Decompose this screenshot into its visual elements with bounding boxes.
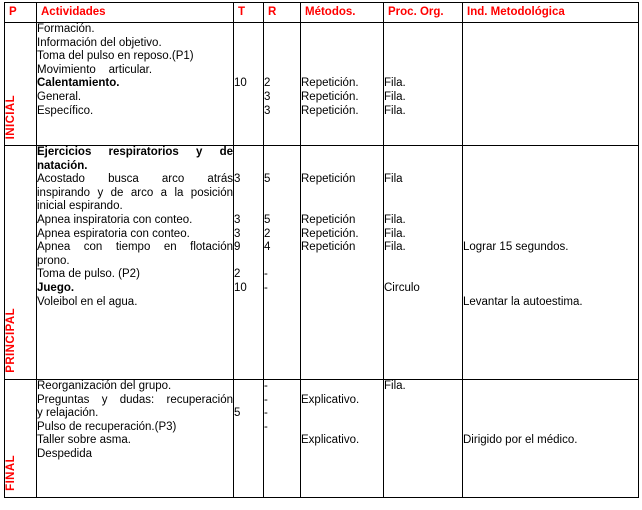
reps-value: - bbox=[264, 407, 268, 420]
metodo-value: Repetición. bbox=[301, 227, 359, 240]
proc-org-value: Fila. bbox=[384, 104, 406, 117]
header-label-t: T bbox=[238, 5, 246, 18]
activity-line: Juego. bbox=[37, 281, 75, 294]
activity-line: Reorganización del grupo. bbox=[37, 380, 172, 392]
metodos-cell-final bbox=[301, 380, 384, 498]
time-cell-final bbox=[234, 380, 264, 498]
proc-org-cell-principal bbox=[384, 146, 463, 380]
activities-cell-final bbox=[37, 380, 234, 498]
phase-label-principal: PRINCIPAL bbox=[5, 308, 17, 373]
header-cell-p bbox=[5, 3, 37, 23]
reps-value: 5 bbox=[264, 213, 271, 226]
reps-cell-principal bbox=[264, 146, 301, 380]
table-row bbox=[5, 146, 639, 380]
activity-line: Formación. bbox=[37, 23, 95, 35]
proc-org-value: Fila. bbox=[384, 90, 406, 103]
header-cell-ind-metodologica bbox=[463, 3, 639, 23]
reps-value: 3 bbox=[264, 104, 271, 117]
metodo-value: Repetición bbox=[301, 173, 356, 186]
activity-line: Apnea inspiratoria con conteo. bbox=[37, 213, 193, 226]
activity-line: Despedida bbox=[37, 447, 92, 460]
time-cell-inicial bbox=[234, 23, 264, 146]
header-cell-t bbox=[234, 3, 264, 23]
activity-line: inicial espirando. bbox=[37, 200, 123, 213]
reps-value: 3 bbox=[264, 90, 271, 103]
activity-line: Preguntas y dudas: recuperación bbox=[37, 393, 233, 406]
activity-line: prono. bbox=[37, 254, 70, 267]
table-header-row bbox=[5, 3, 639, 23]
time-cell-principal bbox=[234, 146, 264, 380]
proc-org-value: Fila. bbox=[384, 77, 406, 90]
time-value: 3 bbox=[234, 173, 241, 186]
reps-value: 4 bbox=[264, 241, 271, 254]
activity-line: Movimiento articular. bbox=[37, 63, 153, 76]
header-cell-proc-org bbox=[384, 3, 463, 23]
ind-metodologica-value: Lograr 15 segundos. bbox=[463, 241, 569, 254]
table-row bbox=[5, 380, 639, 498]
activity-line: General. bbox=[37, 90, 82, 103]
activity-line: y relajación. bbox=[37, 407, 99, 420]
ind-metodologica-cell-inicial bbox=[463, 23, 639, 146]
activity-line: Ejercicios respiratorios y de bbox=[37, 146, 233, 158]
activity-line: Pulso de recuperación.(P3) bbox=[37, 420, 177, 433]
reps-value: 2 bbox=[264, 227, 271, 240]
reps-value: - bbox=[264, 380, 268, 392]
time-value: 10 bbox=[234, 77, 247, 90]
header-cell-r bbox=[264, 3, 301, 23]
header-cell-actividades bbox=[37, 3, 234, 23]
reps-value: - bbox=[264, 268, 268, 281]
activity-line: inspirando y de arco a la posición bbox=[37, 186, 233, 199]
metodo-value: Repetición bbox=[301, 213, 356, 226]
ind-metodologica-value: Dirigido por el médico. bbox=[463, 434, 578, 447]
proc-org-cell-inicial bbox=[384, 23, 463, 146]
time-value: 2 bbox=[234, 268, 241, 281]
reps-value: - bbox=[264, 393, 268, 406]
metodos-cell-principal bbox=[301, 146, 384, 380]
time-value: 9 bbox=[234, 241, 241, 254]
activity-line: Apnea espiratoria con conteo. bbox=[37, 227, 190, 240]
phase-label-inicial: INICIAL bbox=[5, 94, 17, 139]
reps-value: - bbox=[264, 281, 268, 294]
header-label-actividades: Actividades bbox=[41, 5, 106, 18]
proc-org-value: Circulo bbox=[384, 281, 420, 294]
reps-cell-final bbox=[264, 380, 301, 498]
ind-metodologica-cell-final bbox=[463, 380, 639, 498]
activity-line: Voleibol en el agua. bbox=[37, 295, 138, 308]
activities-cell-principal bbox=[37, 146, 234, 380]
activity-line: Información del objetivo. bbox=[37, 36, 162, 49]
header-label-r: R bbox=[268, 5, 277, 18]
reps-value: - bbox=[264, 420, 268, 433]
proc-org-cell-final bbox=[384, 380, 463, 498]
proc-org-value: Fila. bbox=[384, 213, 406, 226]
activity-line: Taller sobre asma. bbox=[37, 434, 131, 447]
activity-line: natación. bbox=[37, 159, 88, 172]
activity-line: Calentamiento. bbox=[37, 77, 120, 90]
time-value: 5 bbox=[234, 407, 241, 420]
table-row bbox=[5, 23, 639, 146]
metodo-value: Explicativo. bbox=[301, 434, 360, 447]
phase-cell-final bbox=[5, 380, 37, 498]
proc-org-value: Fila bbox=[384, 173, 403, 186]
phase-cell-inicial bbox=[5, 23, 37, 146]
activity-line: Toma del pulso en reposo.(P1) bbox=[37, 50, 194, 63]
header-label-metodos: Métodos. bbox=[305, 5, 356, 18]
activity-line: Específico. bbox=[37, 104, 94, 117]
proc-org-value: Fila. bbox=[384, 227, 406, 240]
lesson-plan-table bbox=[4, 2, 639, 498]
table-body bbox=[5, 3, 639, 498]
activities-cell-inicial bbox=[37, 23, 234, 146]
header-label-p: P bbox=[9, 5, 17, 18]
ind-metodologica-cell-principal bbox=[463, 146, 639, 380]
ind-metodologica-value: Levantar la autoestima. bbox=[463, 295, 583, 308]
phase-cell-principal bbox=[5, 146, 37, 380]
reps-value: 5 bbox=[264, 173, 271, 186]
time-value: 10 bbox=[234, 281, 247, 294]
time-value: 3 bbox=[234, 213, 241, 226]
metodo-value: Repetición. bbox=[301, 90, 359, 103]
header-cell-metodos bbox=[301, 3, 384, 23]
header-label-ind-metodologica: Ind. Metodológica bbox=[467, 5, 565, 18]
activity-line: Toma de pulso. (P2) bbox=[37, 268, 140, 281]
activity-line: Acostado busca arco atrás bbox=[37, 173, 233, 186]
metodos-cell-inicial bbox=[301, 23, 384, 146]
activity-line: Apnea con tiempo en flotación bbox=[37, 241, 233, 254]
phase-label-final: FINAL bbox=[5, 455, 17, 491]
time-value: 3 bbox=[234, 227, 241, 240]
proc-org-value: Fila. bbox=[384, 241, 406, 254]
metodo-value: Repetición bbox=[301, 241, 356, 254]
metodo-value: Repetición. bbox=[301, 77, 359, 90]
metodo-value: Explicativo. bbox=[301, 393, 360, 406]
metodo-value: Repetición. bbox=[301, 104, 359, 117]
reps-cell-inicial bbox=[264, 23, 301, 146]
reps-value: 2 bbox=[264, 77, 271, 90]
proc-org-value: Fila. bbox=[384, 380, 406, 392]
header-label-proc-org: Proc. Org. bbox=[388, 5, 444, 18]
